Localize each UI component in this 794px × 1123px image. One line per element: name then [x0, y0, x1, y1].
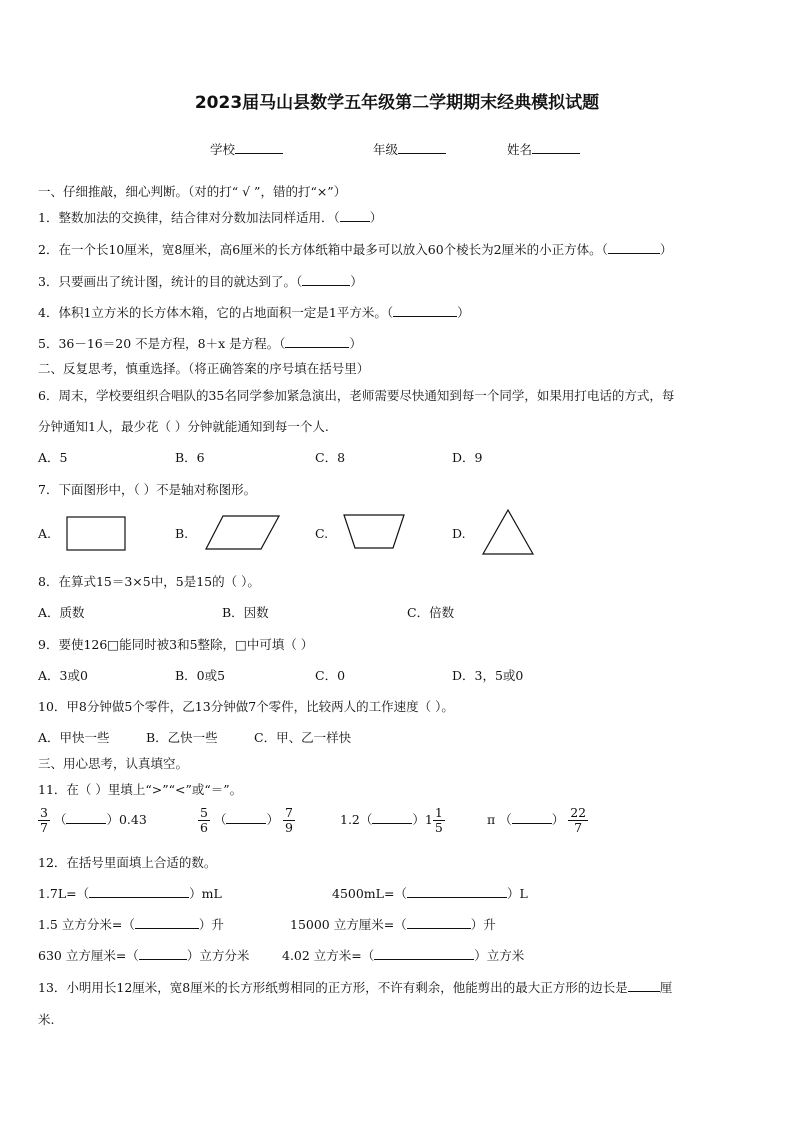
unit-text: 厘: [659, 980, 673, 995]
question-1-close: ）: [369, 210, 383, 225]
label-text: 1.5 立方分米=（: [38, 917, 135, 932]
question-12: 12．在括号里面填上合适的数。: [38, 855, 217, 870]
close-text: ）0.43: [106, 812, 147, 827]
question-7: 7．下面图形中，（ ）不是轴对称图形。: [38, 482, 257, 497]
parallelogram-shape: [205, 515, 281, 551]
answer-blank[interactable]: [139, 947, 187, 960]
unit-text: ）升: [470, 917, 496, 932]
option-b[interactable]: B．6: [175, 450, 205, 465]
question-13-line-2: 米.: [38, 1012, 55, 1027]
question-11: 11．在（ ）里填上“>”“<”或“＝”。: [38, 782, 243, 797]
trapezoid-shape: [343, 514, 405, 550]
option-b[interactable]: B．因数: [222, 605, 269, 620]
answer-blank[interactable]: [407, 885, 507, 898]
q11-item-b: [198, 806, 295, 835]
option-c[interactable]: C．倍数: [407, 605, 455, 620]
fraction: $\frac{5}{6}$: [200, 805, 208, 835]
q12-row1-b: [332, 884, 528, 902]
answer-blank[interactable]: [628, 979, 660, 992]
grade-field: [373, 140, 446, 158]
option-d[interactable]: D.: [452, 526, 466, 541]
label-text: 4500mL=（: [332, 886, 407, 901]
option-a[interactable]: A．5: [38, 450, 68, 465]
answer-blank[interactable]: [374, 947, 474, 960]
unit-text: ）立方米: [474, 948, 525, 963]
school-label: 学校: [210, 142, 236, 157]
question-8: 8．在算式15＝3×5中，5是15的（ ）。: [38, 574, 260, 589]
question-4: [38, 303, 470, 321]
answer-blank[interactable]: [226, 811, 266, 824]
answer-blank[interactable]: [512, 811, 552, 824]
page-title: 2023届马山县数学五年级第二学期期末经典模拟试题: [194, 93, 600, 113]
option-c[interactable]: C．甲、乙一样快: [254, 730, 352, 745]
question-13-text: 13．小明用长12厘米，宽8厘米的长方形纸剪相同的正方形，不许有剩余，他能剪出的最大正方形的边长是: [38, 980, 628, 995]
grade-blank[interactable]: [398, 141, 446, 154]
option-d[interactable]: D．9: [452, 450, 483, 465]
question-10: 10．甲8分钟做5个零件，乙13分钟做7个零件，比较两人的工作速度（ ）。: [38, 699, 454, 714]
q11-item-d: [487, 806, 588, 835]
answer-blank[interactable]: [89, 885, 189, 898]
option-c[interactable]: C．8: [315, 450, 346, 465]
question-4-text: 4．体积1立方米的长方体木箱，它的占地面积一定是1平方米。（: [38, 305, 394, 320]
school-field: [210, 140, 283, 158]
name-field: [507, 140, 580, 158]
q12-row1-a: [38, 884, 222, 902]
option-b[interactable]: B．0或5: [175, 668, 226, 683]
option-b[interactable]: B．乙快一些: [146, 730, 218, 745]
option-a[interactable]: A.: [38, 526, 52, 541]
triangle-shape: [481, 509, 535, 555]
question-2-text: 2．在一个长10厘米，宽8厘米，高6厘米的长方体纸箱中最多可以放入60个棱长为2厘米的小正方体。（: [38, 242, 608, 257]
q12-row2-b: [290, 915, 496, 933]
prefix-text: 1.2（: [340, 812, 373, 827]
question-3-text: 3．只要画出了统计图，统计的目的就达到了。（: [38, 274, 303, 289]
question-3-close: ）: [350, 274, 363, 289]
answer-blank[interactable]: [407, 916, 471, 929]
answer-blank[interactable]: [66, 811, 106, 824]
fraction: $\frac{7}{9}$: [284, 805, 293, 835]
option-c[interactable]: C.: [315, 526, 329, 541]
close-text: ）: [266, 812, 279, 827]
q12-row2-a: [38, 915, 224, 933]
name-label: 姓名: [507, 142, 533, 157]
option-b[interactable]: B.: [175, 526, 189, 541]
open-paren: （: [53, 812, 67, 827]
answer-blank[interactable]: [285, 335, 349, 348]
rectangle-shape: [66, 516, 128, 552]
question-9: 9．要使126□能同时被3和5整除，□中可填（ ）: [38, 637, 314, 652]
option-d[interactable]: D．3，5或0: [452, 668, 524, 683]
question-5-text: 5．36－16＝20 不是方程，8＋x 是方程。（: [38, 336, 286, 351]
label-text: 630 立方厘米=（: [38, 948, 139, 963]
fraction: $\frac{22}{7}$: [570, 805, 587, 835]
q11-item-a: [38, 806, 147, 835]
unit-text: ）mL: [189, 886, 222, 901]
answer-blank[interactable]: [608, 241, 660, 254]
question-6-line-2: 分钟通知1人，最少花（ ）分钟就能通知到每一个人.: [38, 419, 329, 434]
answer-blank[interactable]: [340, 209, 370, 222]
unit-text: ）L: [506, 886, 528, 901]
close-text: ）: [551, 812, 565, 827]
label-text: 1.7L=（: [38, 886, 90, 901]
section-3-heading: 三、用心思考，认真填空。: [38, 756, 189, 771]
question-3: [38, 272, 363, 290]
q12-row3-b: [282, 946, 524, 964]
answer-blank[interactable]: [302, 273, 350, 286]
unit-text: ）立方分米: [186, 948, 250, 963]
question-5: [38, 334, 362, 352]
question-1: [38, 208, 382, 226]
label-text: 4.02 立方米=（: [282, 948, 375, 963]
answer-blank[interactable]: [372, 811, 412, 824]
option-c[interactable]: C．0: [315, 668, 346, 683]
question-2-close: ）: [659, 242, 673, 257]
section-1-heading: 一、仔细推敲，细心判断。（对的打“ √ ”，错的打“×”）: [38, 184, 347, 199]
question-1-text: 1．整数加法的交换律，结合律对分数加法同样适用．（: [38, 210, 340, 225]
grade-label: 年级: [373, 142, 399, 157]
q12-row3-a: [38, 946, 249, 964]
option-a[interactable]: A．甲快一些: [38, 730, 110, 745]
option-a[interactable]: A．质数: [38, 605, 85, 620]
answer-blank[interactable]: [393, 304, 457, 317]
fraction: $\frac{3}{7}$: [40, 805, 48, 835]
label-text: 15000 立方厘米=（: [290, 917, 407, 932]
question-13-line-1: [38, 978, 672, 996]
answer-blank[interactable]: [135, 916, 199, 929]
open-paren: （: [213, 812, 227, 827]
question-4-close: ）: [457, 305, 470, 320]
question-2: [38, 240, 672, 258]
fraction: $\frac{1}{5}$: [434, 805, 443, 835]
name-blank[interactable]: [532, 141, 580, 154]
option-a[interactable]: A．3或0: [38, 668, 88, 683]
unit-text: ）升: [198, 917, 224, 932]
question-6-line-1: 6．周末，学校要组织合唱队的35名同学参加紧急演出，老师需要尽快通知到每一个同学，如果用打电话的方式，每: [38, 388, 675, 403]
question-5-close: ）: [349, 336, 362, 351]
q11-item-c: [340, 806, 445, 835]
section-2-heading: 二、反复思考，慎重选择。（将正确答案的序号填在括号里）: [38, 361, 370, 376]
prefix-text: π （: [487, 812, 512, 827]
school-blank[interactable]: [235, 141, 283, 154]
close-text: ）1: [412, 812, 433, 827]
